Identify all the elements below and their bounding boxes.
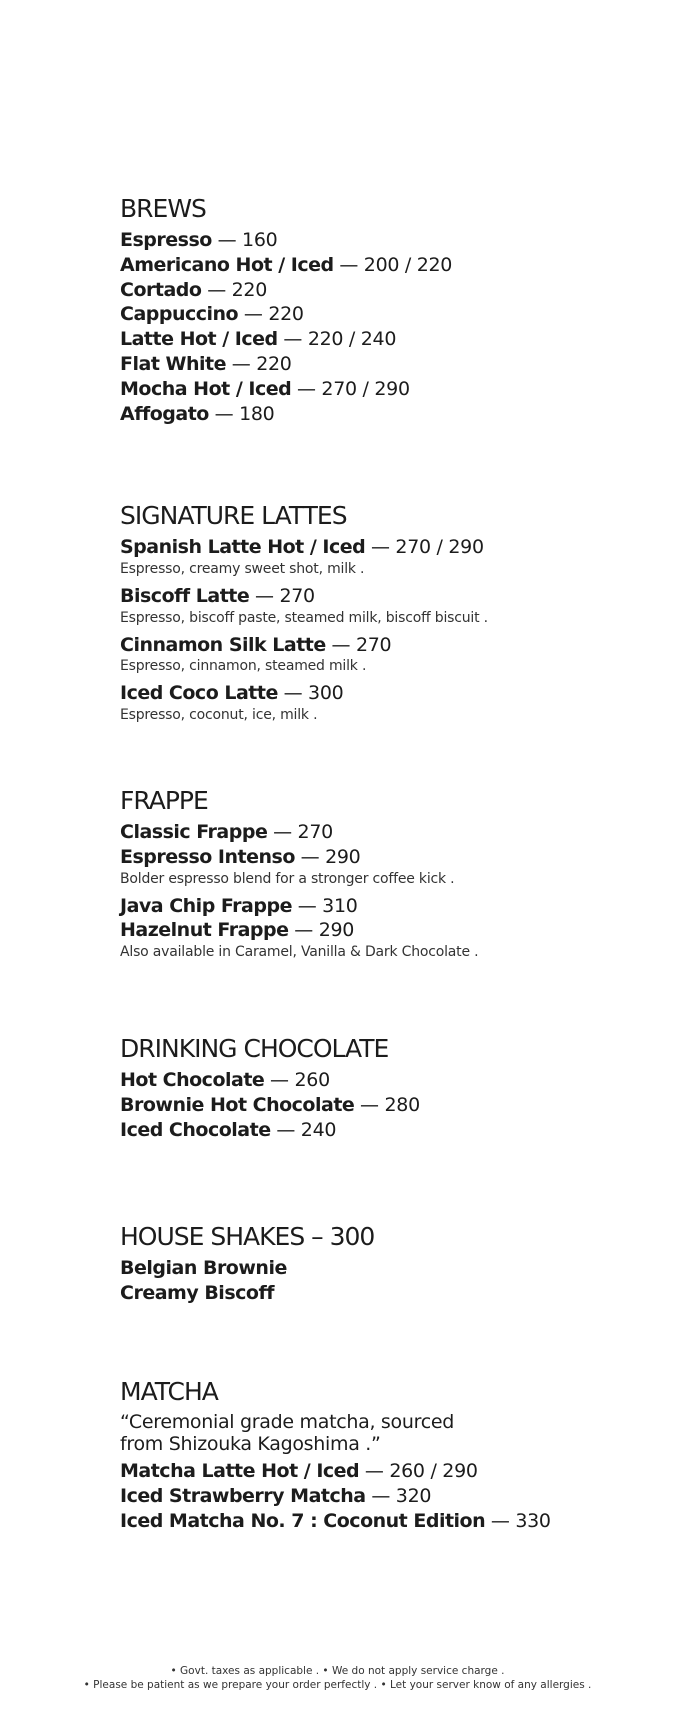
menu-item <box>120 278 650 303</box>
section-title: DRINKING CHOCOLATE <box>120 1034 389 1063</box>
price-separator: — <box>276 1118 296 1141</box>
item-list <box>120 1068 650 1142</box>
item-list <box>120 535 650 724</box>
item-price: 300 <box>308 682 344 705</box>
item-price: 320 <box>395 1484 432 1507</box>
menu-item <box>120 1093 650 1118</box>
menu-item <box>120 228 650 253</box>
footer-notes <box>0 1664 675 1692</box>
menu-item <box>120 327 650 352</box>
item-price: 270 <box>355 633 392 656</box>
item-name: Affogato <box>120 402 209 425</box>
item-price: 290 <box>325 845 361 868</box>
item-name: Java Chip Frappe <box>120 894 292 917</box>
item-price: 260 <box>294 1069 330 1091</box>
price-separator: — <box>270 1069 289 1091</box>
menu-item <box>120 894 650 919</box>
item-price: 270 / 290 <box>321 377 410 400</box>
price-separator: — <box>300 845 320 868</box>
menu-item <box>120 633 650 658</box>
item-list <box>120 228 650 426</box>
section-brews <box>120 194 650 426</box>
menu-item <box>120 1118 650 1143</box>
item-price: 290 <box>318 919 355 942</box>
menu-item <box>120 820 650 845</box>
menu-item <box>120 918 650 943</box>
item-name: Mocha Hot / Iced <box>120 377 292 400</box>
menu-item <box>120 1484 650 1509</box>
item-price: 200 / 220 <box>363 253 453 276</box>
section-house-shakes <box>120 1222 650 1306</box>
menu-item <box>120 253 650 278</box>
item-description: Also available in Caramel, Vanilla & Dark Chocolate . <box>120 944 479 961</box>
section-frappe <box>120 786 650 967</box>
item-name: Biscoff Latte <box>120 584 250 607</box>
item-name: Creamy Biscoff <box>120 1281 274 1304</box>
item-price: 260 / 290 <box>389 1460 478 1482</box>
price-separator: — <box>273 821 292 843</box>
item-name: Espresso Intenso <box>120 845 295 868</box>
item-description: Bolder espresso blend for a stronger coffee kick . <box>120 870 455 887</box>
section-signature-lattes <box>120 501 650 730</box>
price-separator: — <box>490 1509 510 1532</box>
item-price: 160 <box>242 229 278 251</box>
item-name: Classic Frappe <box>120 821 268 843</box>
price-separator: — <box>283 328 303 351</box>
item-price: 240 <box>300 1118 337 1141</box>
item-name: Iced Chocolate <box>120 1118 271 1141</box>
price-separator: — <box>364 1460 384 1482</box>
section-title: SIGNATURE LATTES <box>120 501 347 530</box>
section-matcha <box>120 1377 650 1533</box>
section-title: BREWS <box>120 194 206 223</box>
section-title: FRAPPE <box>120 786 208 815</box>
section-title: MATCHA <box>120 1377 218 1406</box>
section-drinking-chocolate <box>120 1034 650 1142</box>
item-name: Americano Hot / Iced <box>120 253 334 276</box>
item-price: 180 <box>239 402 275 425</box>
matcha-quote: “Ceremonial grade matcha, sourced from Shizouka Kagoshima .” <box>120 1411 454 1455</box>
price-separator: — <box>217 229 237 251</box>
price-separator: — <box>214 402 234 425</box>
section-title: HOUSE SHAKES – 300 <box>120 1222 375 1251</box>
item-price: 220 / 240 <box>307 328 397 351</box>
price-separator: — <box>243 303 263 326</box>
price-separator: — <box>331 633 351 656</box>
item-description: Espresso, creamy sweet shot, milk . <box>120 560 365 577</box>
price-separator: — <box>371 1484 391 1507</box>
price-separator: — <box>294 919 313 942</box>
menu-item <box>120 352 650 377</box>
price-separator: — <box>231 352 251 375</box>
item-price: 220 <box>231 278 268 301</box>
menu-item <box>120 402 650 427</box>
price-separator: — <box>339 253 359 276</box>
item-name: Matcha Latte Hot / Iced <box>120 1460 360 1482</box>
menu-item <box>120 535 650 560</box>
price-separator: — <box>297 894 317 917</box>
item-name: Espresso <box>120 229 212 251</box>
price-separator: — <box>296 377 316 400</box>
item-name: Cortado <box>120 278 202 301</box>
item-name: Latte Hot / Iced <box>120 328 278 351</box>
price-separator: — <box>207 278 226 301</box>
item-name: Cinnamon Silk Latte <box>120 633 326 656</box>
item-price: 270 / 290 <box>395 536 484 558</box>
item-name: Iced Coco Latte <box>120 682 278 705</box>
item-name: Cappuccino <box>120 303 239 326</box>
item-list <box>120 820 650 961</box>
item-name: Iced Strawberry Matcha <box>120 1484 366 1507</box>
item-name: Hazelnut Frappe <box>120 919 289 942</box>
item-description: Espresso, cinnamon, steamed milk . <box>120 658 367 675</box>
item-name: Spanish Latte Hot / Iced <box>120 536 366 558</box>
item-price: 220 <box>268 303 304 326</box>
price-separator: — <box>255 584 274 607</box>
menu-item <box>120 377 650 402</box>
item-price: 220 <box>256 352 292 375</box>
menu-item <box>120 584 650 609</box>
item-price: 330 <box>515 1509 551 1532</box>
item-list <box>120 1256 650 1306</box>
item-name: Hot Chocolate <box>120 1069 265 1091</box>
item-name: Belgian Brownie <box>120 1257 287 1279</box>
price-separator: — <box>283 682 303 705</box>
menu-item <box>120 1256 650 1281</box>
item-price: 270 <box>279 584 315 607</box>
item-price: 310 <box>322 894 358 917</box>
item-name: Brownie Hot Chocolate <box>120 1093 355 1116</box>
item-description: Espresso, coconut, ice, milk . <box>120 707 318 724</box>
item-name: Flat White <box>120 352 226 375</box>
item-price: 280 <box>384 1093 420 1116</box>
menu-item <box>120 1459 650 1484</box>
footer-line: • Govt. taxes as applicable . • We do not apply service charge . <box>170 1665 505 1677</box>
item-list <box>120 1459 650 1533</box>
menu-item <box>120 845 650 870</box>
item-description: Espresso, biscoff paste, steamed milk, biscoff biscuit . <box>120 609 488 626</box>
footer-line: • Please be patient as we prepare your order perfectly . • Let your server know of any allergies . <box>83 1679 592 1691</box>
menu-item <box>120 1509 650 1534</box>
menu-item <box>120 681 650 706</box>
menu-item <box>120 1068 650 1093</box>
menu-item <box>120 1281 650 1306</box>
price-separator: — <box>360 1093 379 1116</box>
menu-item <box>120 302 650 327</box>
price-separator: — <box>370 536 390 558</box>
item-price: 270 <box>297 821 333 843</box>
item-name: Iced Matcha No. 7 : Coconut Edition <box>120 1509 486 1532</box>
